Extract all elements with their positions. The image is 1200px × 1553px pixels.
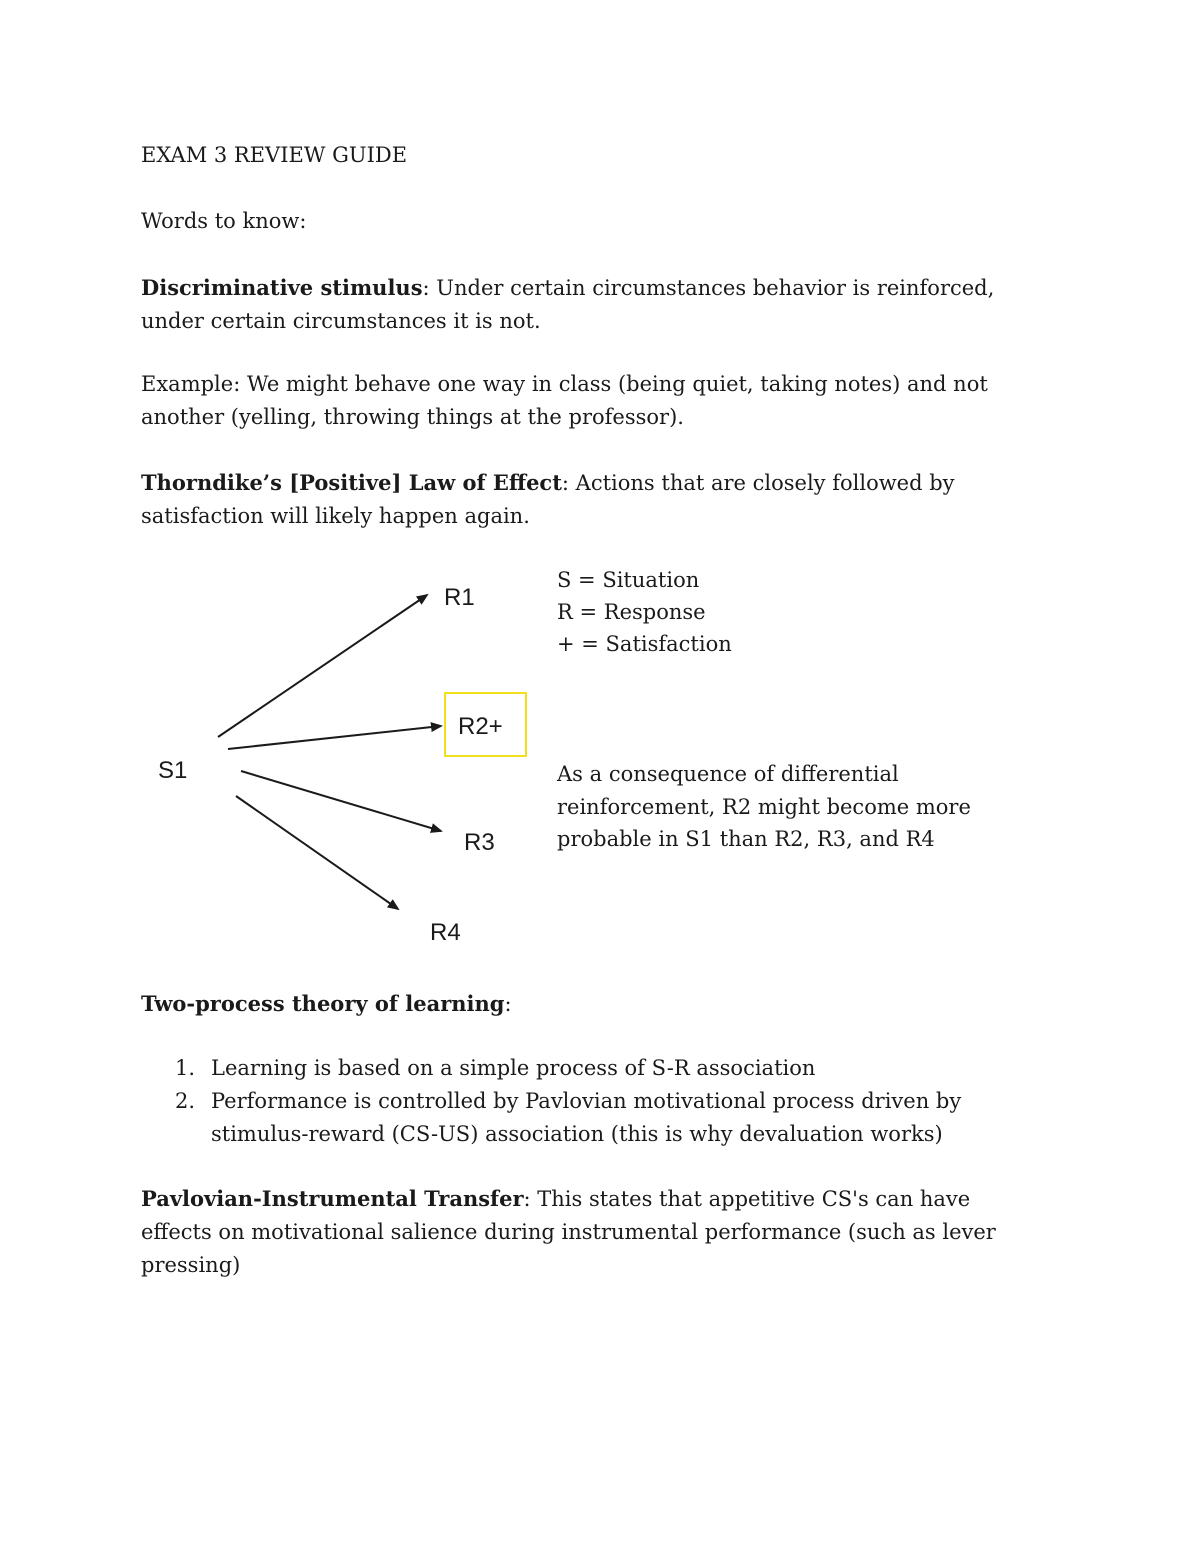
- diagram-legend-response: R = Response: [557, 600, 706, 624]
- two-process-colon: :: [504, 992, 512, 1016]
- s1-label: S1: [158, 757, 188, 784]
- list-item-text: Learning is based on a simple process of S-R association: [211, 1056, 816, 1080]
- r4-label: R4: [430, 919, 461, 946]
- document-title: EXAM 3 REVIEW GUIDE: [141, 143, 408, 167]
- two-process-heading: [141, 987, 1041, 1021]
- list-item: [141, 1085, 1041, 1151]
- thorndike-term: Thorndike’s [Positive] Law of Effect: [141, 470, 562, 495]
- r2-label: R2+: [458, 713, 503, 740]
- diagram-legend-satisfaction: + = Satisfaction: [557, 632, 732, 656]
- discriminative-stimulus-definition: : Under certain circumstances behavior is reinforced, under certain circumstances it is not.: [141, 276, 995, 333]
- two-process-term: Two-process theory of learning: [141, 991, 505, 1016]
- list-item-number: 2.: [175, 1089, 196, 1113]
- pit-paragraph: [141, 1182, 1041, 1282]
- pit-definition: : This states that appetitive CS's can have effects on motivational salience during instrumental performance (such as lever pressing): [141, 1187, 996, 1277]
- list-item-text: Performance is controlled by Pavlovian motivational process driven by stimulus-reward (CS-US) association (this is why devaluation works): [211, 1089, 962, 1146]
- pit-term: Pavlovian-Instrumental Transfer: [141, 1186, 524, 1211]
- two-process-list: [141, 1052, 1041, 1151]
- arrow-s1-r1: [218, 595, 427, 737]
- thorndike-definition: : Actions that are closely followed by satisfaction will likely happen again.: [141, 471, 955, 528]
- arrow-s1-r3: [241, 771, 441, 831]
- diagram-note: As a consequence of differential reinforcement, R2 might become more probable in S1 than R2, R3, and R4: [557, 762, 971, 851]
- r3-label: R3: [464, 829, 495, 856]
- arrow-s1-r4: [236, 796, 398, 909]
- diagram-legend-situation: S = Situation: [557, 568, 700, 592]
- words-heading: Words to know:: [141, 209, 307, 233]
- list-item: [141, 1052, 1041, 1085]
- discriminative-stimulus-term: Discriminative stimulus: [141, 275, 423, 300]
- example-paragraph: Example: We might behave one way in class (being quiet, taking notes) and not another (yelling, throwing things at the professor).: [141, 372, 988, 429]
- r1-label: R1: [444, 584, 475, 611]
- list-item-number: 1.: [175, 1056, 196, 1080]
- arrow-s1-r2: [228, 726, 441, 749]
